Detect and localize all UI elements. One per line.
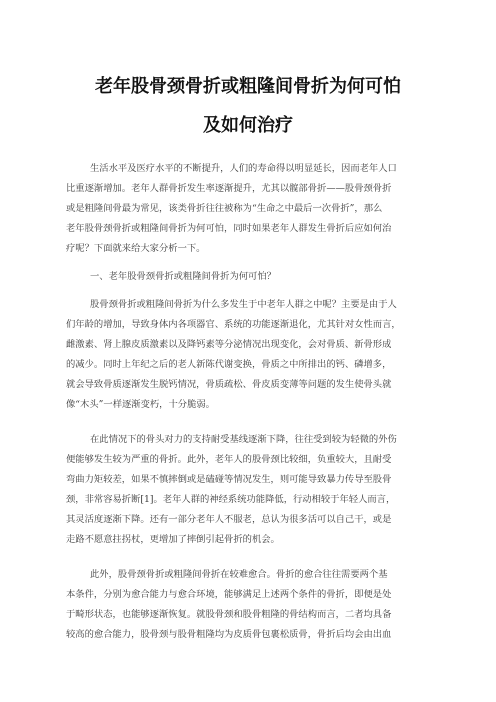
body-line: 雌激素、肾上腺皮质激素以及降钙素等分泌情况出现变化，会对骨质、新骨形成 — [66, 339, 392, 350]
body-line: 的减少。同时上年纪之后的老人新陈代谢变换，骨质之中所排出的钙、磷增多， — [66, 359, 392, 370]
title-line-2: 及如何治疗 — [203, 115, 293, 136]
body-line: 老年股骨颈骨折或粗隆间骨折为何可怕，同时如果老年人群发生骨折后应如何治 — [66, 223, 392, 234]
body-line: 比重逐渐增加。老年人群骨折发生率逐渐提升，尤其以髋部骨折——股骨颈骨折 — [66, 183, 392, 194]
body-line: 此外，股骨颈骨折或粗隆间骨折在较难愈合。骨折的愈合往往需要两个基 — [90, 569, 388, 580]
body-line: 股骨颈骨折或粗隆间骨折为什么多发生于中老年人群之中呢？主要是由于人 — [90, 299, 397, 310]
body-line: 像“木头”一样逐渐变朽，十分脆弱。 — [66, 399, 215, 410]
body-line: 本条件，分别为愈合能力与愈合环境，能够满足上述两个条件的骨折，即便是处 — [66, 589, 392, 600]
body-line: 在此情况下的骨头对力的支持耐受基线逐渐下降，往往受到较为轻微的外伤 — [90, 434, 397, 445]
body-line: 生活水平及医疗水平的不断提升，人们的寿命得以明显延长，因而老年人口 — [90, 163, 397, 174]
body-line: 于畸形状态，也能够逐渐恢复。就股骨颈和股骨粗隆的骨结构而言，二者均具备 — [66, 609, 392, 620]
section-heading: 一、老年股骨颈骨折或粗隆间骨折为何可怕？ — [90, 271, 276, 282]
body-line: 或是粗隆间骨最为常见，该类骨折往往被称为“生命之中最后一次骨折”，那么 — [66, 203, 383, 214]
body-line: 其灵活度逐渐下降。还有一部分老年人不服老，总认为很多活可以自己干，或是 — [66, 514, 392, 525]
body-line: 走路不愿意拄拐杖，更增加了摔倒引起骨折的机会。 — [66, 534, 280, 545]
body-line: 弯曲力矩较差，如果不慎摔倒或是磕碰等情况发生，则可能导致暴力传导至股骨 — [66, 474, 392, 485]
title-line-1: 老年股骨颈骨折或粗隆间骨折为何可怕 — [95, 76, 401, 97]
body-line: 就会导致骨质逐渐发生脱钙情况，骨质疏松、骨皮质变薄等问题的发生使骨头就 — [66, 379, 392, 390]
body-line: 较高的愈合能力，股骨颈与股骨粗隆均为皮质骨包裹松质骨，骨折后均会由出血 — [66, 629, 392, 640]
body-line: 疗呢？下面就来给大家分析一下。 — [66, 243, 206, 254]
body-line: 颈，非常容易折断[1]。老年人群的神经系统功能降低，行动相较于年轻人而言， — [66, 494, 396, 505]
body-line: 便能够发生较为严重的骨折。此外，老年人的股骨颈比较细，负重较大，且耐受 — [66, 454, 392, 465]
body-line: 们年龄的增加，导致身体内各项器官、系统的功能逐渐退化，尤其针对女性而言， — [66, 319, 401, 330]
